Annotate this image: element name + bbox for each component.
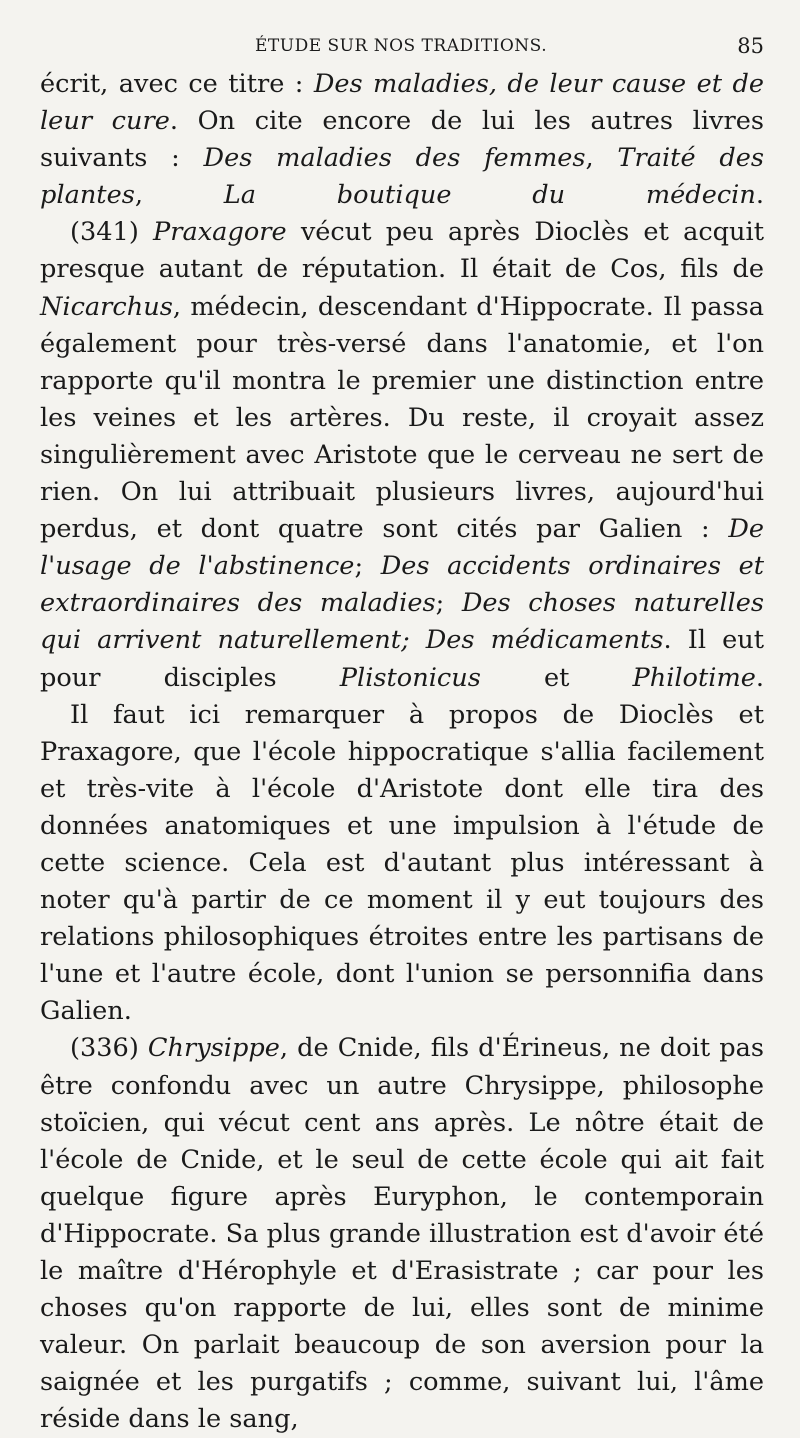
- text-segment: Il faut ici remarquer à propos de Dioclès et Praxagore, que l'école hippocratique s'allia facilement et très-vite à l'école d'Aristote dont elle tira des données anatomiques et une impulsion à l'étude de cette science. Cela est d'autant plus intéressant à noter qu'à partir de ce moment il y eut toujours des relations philosophiques étroites entre les partisans de l'une et l'autre école, dont l'union se personnifia dans Galien.: [40, 699, 764, 1027]
- italic-text: Des maladies des femmes: [203, 143, 586, 174]
- paragraph-praxagore: [40, 214, 764, 696]
- italic-text: La boutique du médecin: [223, 180, 756, 211]
- page-body: [40, 66, 764, 1438]
- text-segment: ,: [585, 143, 618, 174]
- italic-text: Des maladies, de leur cause et de leur cure: [40, 69, 764, 137]
- page-header: [40, 30, 764, 64]
- text-segment: et: [480, 662, 633, 693]
- text-segment: .: [755, 662, 764, 693]
- text-segment: vécut peu après Dioclès et acquit presque autant de réputation. Il était de Cos, fils de: [40, 217, 764, 285]
- text-segment: , médecin, descendant d'Hippocrate. Il passa également pour très-versé dans l'anatomie, et l'on rapporte qu'il montra le premier une distinction entre les veines et les artères. Du reste, il croyait assez singulièrement avec Aristote que le cerveau ne sert de rien. On lui attribuait plusieurs livres, aujourd'hui perdus, et dont quatre sont cités par Galien :: [40, 291, 764, 545]
- italic-text: Plistonicus: [339, 662, 481, 693]
- text-segment: ;: [354, 551, 381, 582]
- text-segment: .: [755, 180, 764, 211]
- italic-text: Philotime: [632, 662, 756, 693]
- text-segment: (341): [70, 217, 154, 248]
- text-segment: ;: [435, 588, 462, 619]
- text-segment: (336): [70, 1033, 148, 1064]
- paragraph-continuation: [40, 66, 764, 214]
- italic-text: Chrysippe: [147, 1033, 280, 1064]
- page-number: 85: [737, 34, 764, 58]
- italic-text: Des accidents ordinaires et extraordinaires des maladies: [40, 551, 765, 619]
- text-segment: écrit, avec ce titre :: [40, 69, 314, 99]
- text-segment: , de Cnide, fils d'Érineus, ne doit pas être confondu avec un autre Chrysippe, philosophe stoïcien, qui vécut cent ans après. Le nôtre était de l'école de Cnide, et le seul de cette école qui ait fait quelque figure après Euryphon, le contemporain d'Hippocrate. Sa plus grande illustration est d'avoir été le maître d'Hérophyle et d'Erasistrate ; car pour les choses qu'on rapporte de lui, elles sont de minime valeur. On parlait beaucoup de son aversion pour la saignée et les purgatifs ; comme, suivant lui, l'âme réside dans le sang,: [40, 1033, 764, 1435]
- italic-text: Nicarchus: [40, 291, 173, 322]
- text-segment: ,: [134, 180, 224, 211]
- italic-text: De l'usage de l'abstinence: [40, 514, 764, 582]
- running-title: ÉTUDE SUR NOS TRADITIONS.: [255, 36, 548, 56]
- italic-text: Praxagore: [153, 217, 287, 248]
- text-segment: . Il eut pour disciples: [40, 625, 764, 693]
- paragraph-remark: [40, 697, 764, 1031]
- paragraph-chrysippe: [40, 1030, 764, 1438]
- text-segment: . On cite encore de lui les autres livres suivants :: [40, 106, 764, 174]
- italic-text: Des choses naturelles qui arrivent naturellement; Des médicaments: [40, 588, 764, 656]
- italic-text: Traité des plantes: [40, 143, 764, 211]
